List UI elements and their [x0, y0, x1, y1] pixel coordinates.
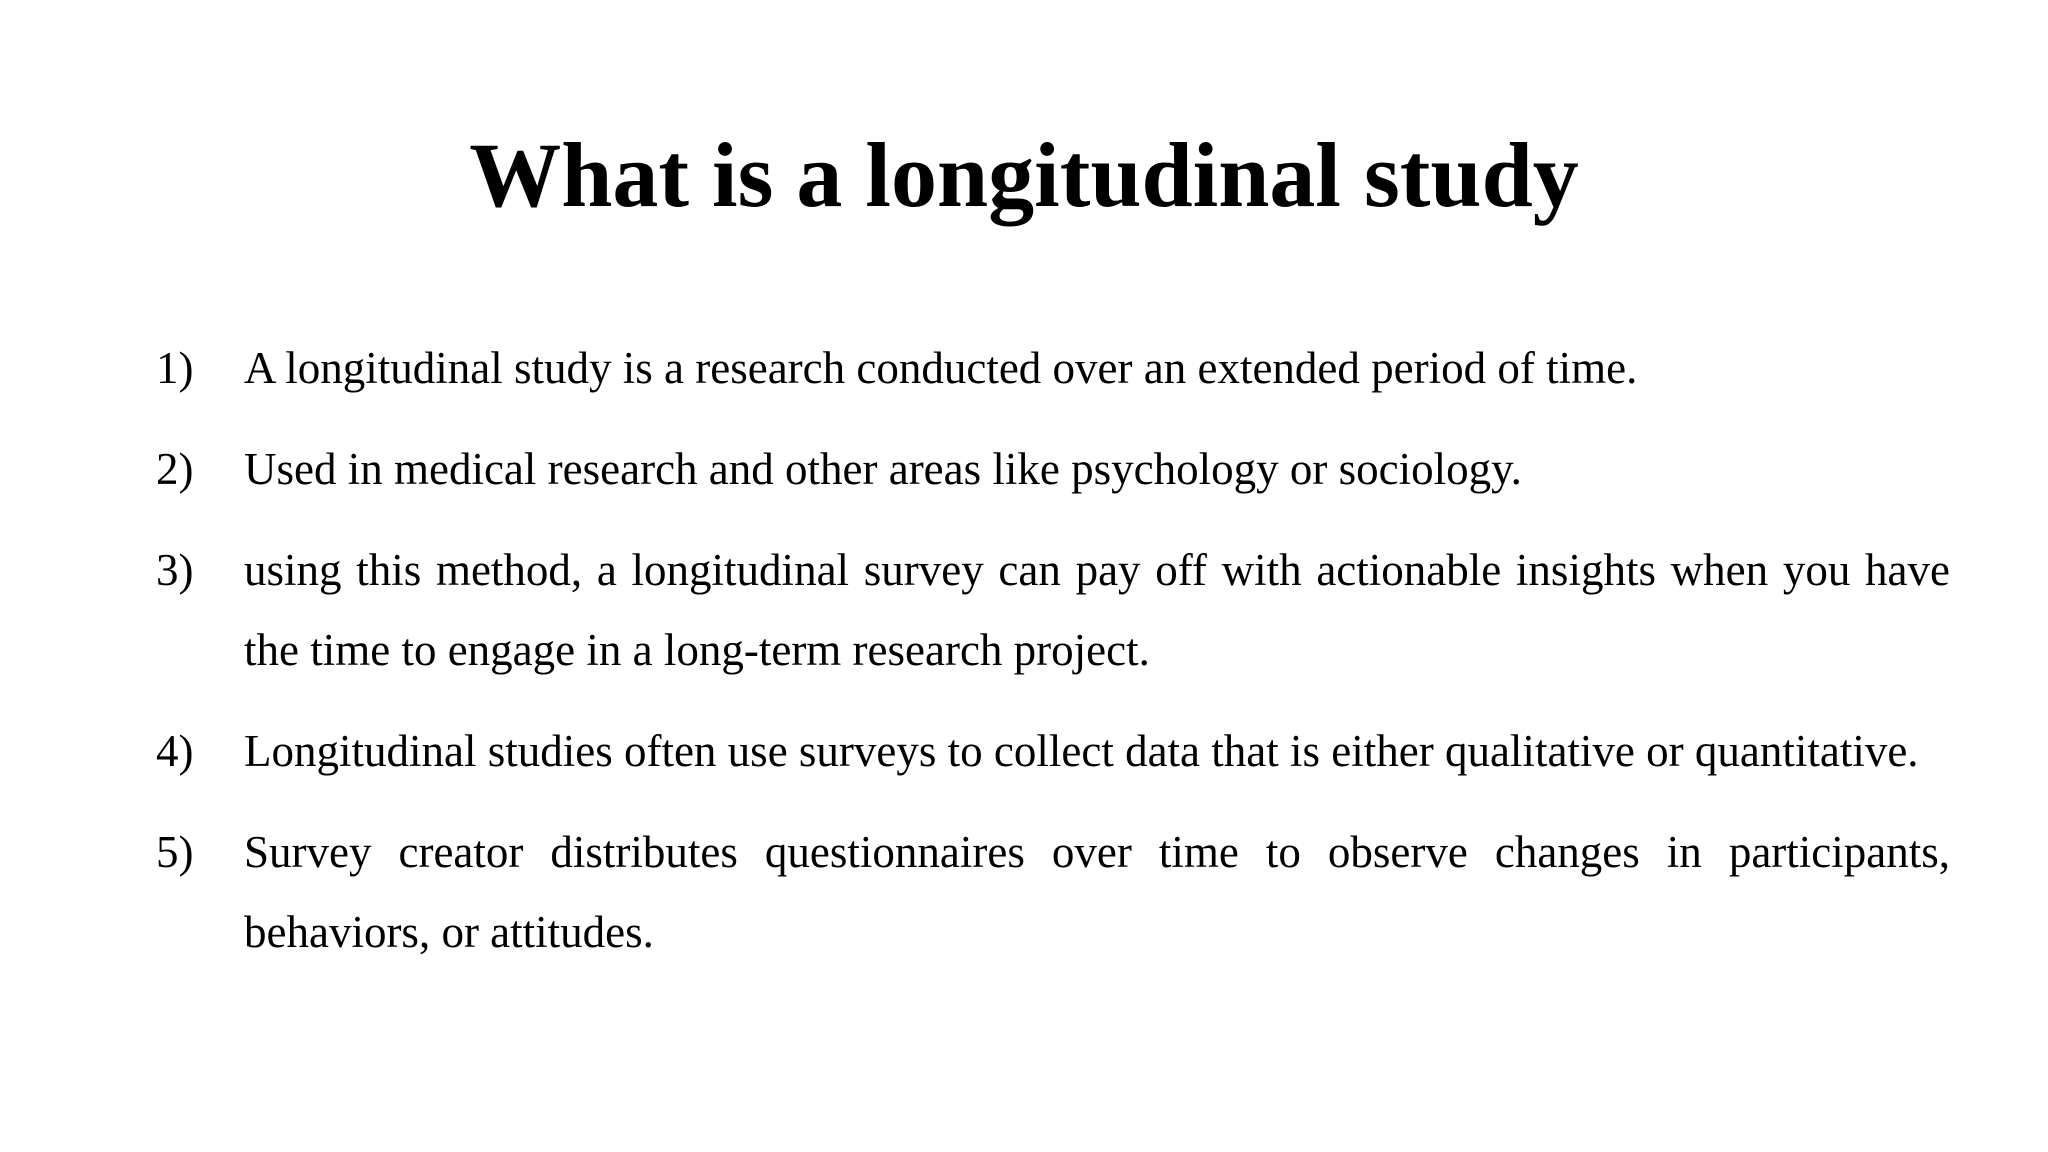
list-item [156, 711, 1950, 791]
list-item [156, 429, 1950, 509]
list-item-text: Longitudinal studies often use surveys to collect data that is either qualitative or quantitative. [244, 726, 1919, 776]
list-item-text: using this method, a longitudinal survey can pay off with actionable insights when you have the time to engage in a long-term research project. [244, 545, 1950, 675]
list-item-number: 2) [156, 444, 194, 494]
list-item [156, 530, 1950, 690]
list-item-text: A longitudinal study is a research conducted over an extended period of time. [244, 343, 1638, 393]
list-item [156, 812, 1950, 972]
list-item [156, 328, 1950, 408]
list-item-number: 1) [156, 343, 194, 393]
list-item-text: Used in medical research and other areas like psychology or sociology. [244, 444, 1522, 494]
list-item-text: Survey creator distributes questionnaires over time to observe changes in participants, behaviors, or attitudes. [244, 827, 1950, 957]
list-item-number: 4) [156, 726, 194, 776]
list-item-number: 5) [156, 827, 194, 877]
list-item-number: 3) [156, 545, 194, 595]
numbered-list [156, 328, 1950, 993]
slide-title: What is a longitudinal study [469, 124, 1579, 226]
